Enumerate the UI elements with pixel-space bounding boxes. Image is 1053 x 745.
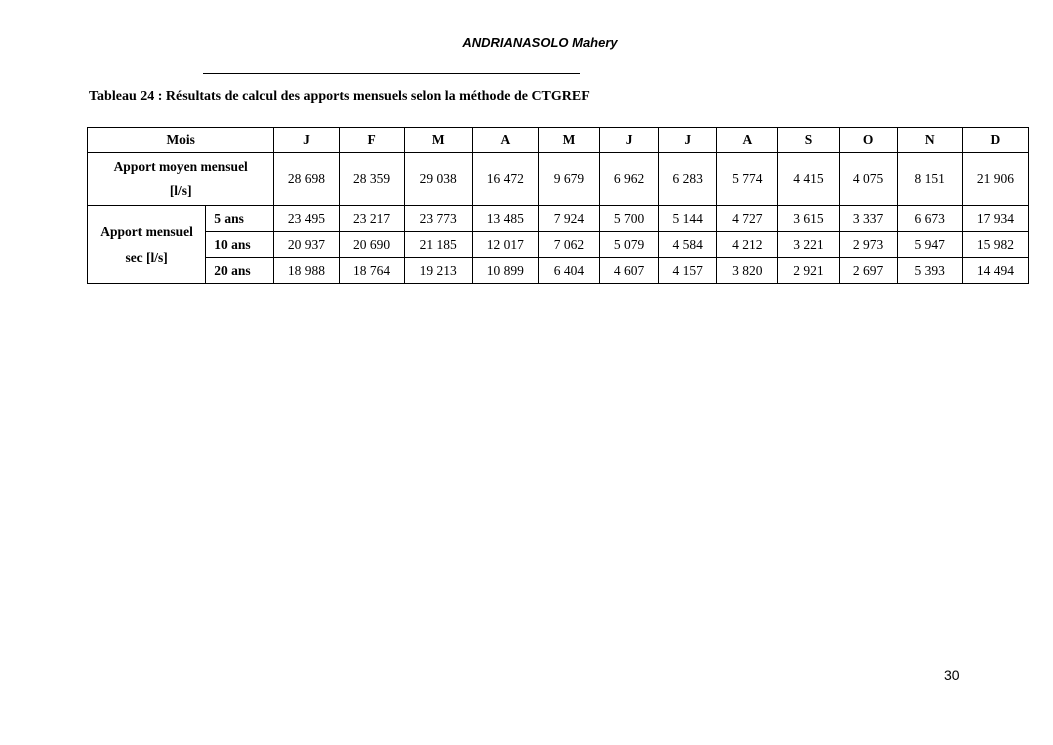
header-cell-month: F <box>339 128 404 153</box>
row-label-unit: [l/s] <box>169 183 192 198</box>
header-cell-mois: Mois <box>88 128 274 153</box>
table-cell: 10 899 <box>472 258 538 284</box>
table-caption: Tableau 24 : Résultats de calcul des apports mensuels selon la méthode de CTGREF <box>89 89 590 104</box>
header-cell-month: A <box>717 128 778 153</box>
row-label-line: Apport mensuel <box>100 223 193 239</box>
header-cell-month: J <box>274 128 339 153</box>
table-cell: 20 690 <box>339 232 404 258</box>
table-cell: 29 038 <box>404 153 472 206</box>
header-cell-month: A <box>472 128 538 153</box>
table-cell: 2 697 <box>839 258 897 284</box>
table-cell: 5 079 <box>600 232 659 258</box>
period-label: 5 ans <box>206 206 274 232</box>
row-label-apport-moyen <box>88 153 274 206</box>
table-cell: 4 584 <box>659 232 717 258</box>
table-cell: 28 359 <box>339 153 404 206</box>
table-cell: 4 415 <box>778 153 839 206</box>
table-cell: 15 982 <box>962 232 1028 258</box>
header-cell-month: O <box>839 128 897 153</box>
table-row-sec-5 <box>88 206 1029 232</box>
table-cell: 21 185 <box>404 232 472 258</box>
period-label: 20 ans <box>206 258 274 284</box>
table-cell: 23 217 <box>339 206 404 232</box>
header-rule <box>203 73 580 74</box>
table-cell: 5 774 <box>717 153 778 206</box>
table-cell: 3 820 <box>717 258 778 284</box>
table-cell: 5 393 <box>897 258 962 284</box>
table-header-row <box>88 128 1029 153</box>
table-cell: 13 485 <box>472 206 538 232</box>
table-cell: 5 947 <box>897 232 962 258</box>
table-cell: 5 144 <box>659 206 717 232</box>
table-cell: 6 404 <box>538 258 599 284</box>
table-cell: 6 673 <box>897 206 962 232</box>
period-label: 10 ans <box>206 232 274 258</box>
table-cell: 12 017 <box>472 232 538 258</box>
table-cell: 2 973 <box>839 232 897 258</box>
table-cell: 6 962 <box>600 153 659 206</box>
header-cell-month: D <box>962 128 1028 153</box>
table-cell: 23 773 <box>404 206 472 232</box>
table-cell: 16 472 <box>472 153 538 206</box>
table-cell: 2 921 <box>778 258 839 284</box>
table-cell: 18 764 <box>339 258 404 284</box>
header-cell-month: J <box>659 128 717 153</box>
table-cell: 14 494 <box>962 258 1028 284</box>
header-cell-month: S <box>778 128 839 153</box>
apports-table <box>87 127 1029 284</box>
table-cell: 7 924 <box>538 206 599 232</box>
header-cell-month: M <box>404 128 472 153</box>
row-label-apport-sec <box>88 206 206 284</box>
header-cell-month: J <box>600 128 659 153</box>
table-cell: 4 157 <box>659 258 717 284</box>
table-cell: 28 698 <box>274 153 339 206</box>
table-row-sec-10 <box>88 232 1029 258</box>
table-cell: 4 075 <box>839 153 897 206</box>
header-cell-month: N <box>897 128 962 153</box>
header-author: ANDRIANASOLO Mahery <box>462 35 618 50</box>
table-cell: 3 337 <box>839 206 897 232</box>
table-cell: 4 727 <box>717 206 778 232</box>
row-label-line: Apport moyen mensuel <box>113 159 248 174</box>
header-cell-month: M <box>538 128 599 153</box>
table-cell: 9 679 <box>538 153 599 206</box>
page-number: 30 <box>944 667 960 683</box>
table-row-apport-moyen <box>88 153 1029 206</box>
table-cell: 23 495 <box>274 206 339 232</box>
table-cell: 7 062 <box>538 232 599 258</box>
table-cell: 4 212 <box>717 232 778 258</box>
table-cell: 20 937 <box>274 232 339 258</box>
table-cell: 8 151 <box>897 153 962 206</box>
table-cell: 21 906 <box>962 153 1028 206</box>
table-cell: 19 213 <box>404 258 472 284</box>
table-row-sec-20 <box>88 258 1029 284</box>
table-cell: 6 283 <box>659 153 717 206</box>
table-cell: 17 934 <box>962 206 1028 232</box>
row-label-unit: sec [l/s] <box>125 249 168 265</box>
table-cell: 5 700 <box>600 206 659 232</box>
table-cell: 3 221 <box>778 232 839 258</box>
table-cell: 18 988 <box>274 258 339 284</box>
table-cell: 3 615 <box>778 206 839 232</box>
table-cell: 4 607 <box>600 258 659 284</box>
